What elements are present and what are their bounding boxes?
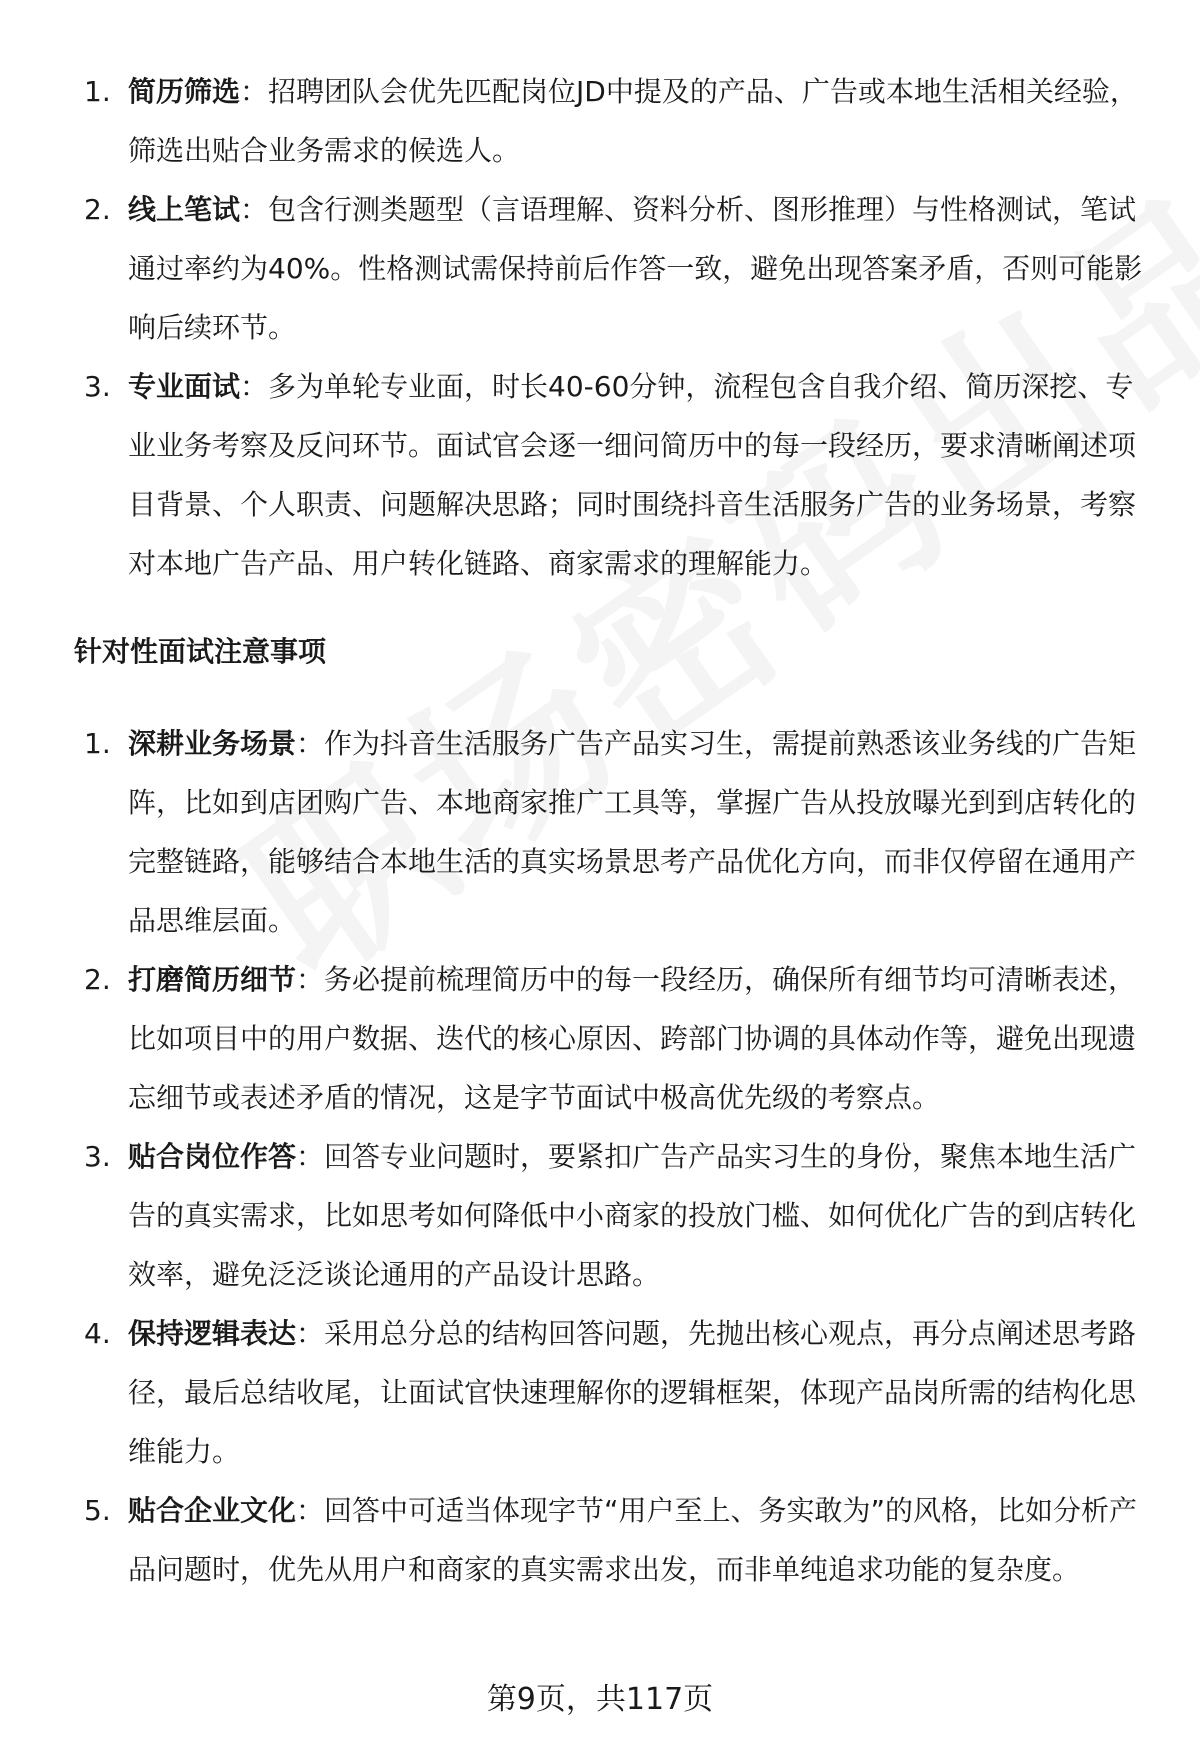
list-number: 4. xyxy=(84,1317,111,1350)
list-number: 3. xyxy=(84,370,111,403)
list-term: 线上笔试 xyxy=(128,193,241,226)
recruitment-process-list xyxy=(0,62,1200,593)
list-text: ：回答中可适当体现字节“用户至上、务实敢为”的风格，比如分析产品问题时，优先从用户和商家的真实需求出发，而非单纯追求功能的复杂度。 xyxy=(128,1494,1138,1586)
list-item xyxy=(0,714,1200,950)
list-term: 专业面试 xyxy=(128,370,241,403)
list-term: 贴合岗位作答 xyxy=(128,1140,297,1173)
list-number: 5. xyxy=(84,1494,111,1527)
list-term: 贴合企业文化 xyxy=(128,1494,297,1527)
interview-tips-list xyxy=(0,714,1200,1599)
list-item xyxy=(0,357,1200,593)
list-number: 2. xyxy=(84,963,111,996)
list-item xyxy=(0,62,1200,180)
list-term: 简历筛选 xyxy=(128,75,241,108)
list-number: 2. xyxy=(84,193,111,226)
list-text: ：采用总分总的结构回答问题，先抛出核心观点，再分点阐述思考路径，最后总结收尾，让面试官快速理解你的逻辑框架，体现产品岗所需的结构化思维能力。 xyxy=(128,1317,1137,1468)
list-term: 深耕业务场景 xyxy=(128,727,297,760)
list-text: ：多为单轮专业面，时长40-60分钟，流程包含自我介绍、简历深挖、专业业务考察及反问环节。面试官会逐一细问简历中的每一段经历，要求清晰阐述项目背景、个人职责、问题解决思路；同时围绕抖音生活服务广告的业务场景，考察对本地广告产品、用户转化链路、商家需求的理解能力。 xyxy=(128,370,1137,580)
list-number: 3. xyxy=(84,1140,111,1173)
list-text: ：务必提前梳理简历中的每一段经历，确保所有细节均可清晰表述，比如项目中的用户数据、迭代的核心原因、跨部门协调的具体动作等，避免出现遗忘细节或表述矛盾的情况，这是字节面试中极高优先级的考察点。 xyxy=(128,963,1137,1114)
list-text: ：招聘团队会优先匹配岗位JD中提及的产品、广告或本地生活相关经验，筛选出贴合业务需求的候选人。 xyxy=(128,75,1138,167)
list-text: ：作为抖音生活服务广告产品实习生，需提前熟悉该业务线的广告矩阵，比如到店团购广告、本地商家推广工具等，掌握广告从投放曝光到到店转化的完整链路，能够结合本地生活的真实场景思考产品优化方向，而非仅停留在通用产品思维层面。 xyxy=(128,727,1137,937)
list-number: 1. xyxy=(84,727,111,760)
list-number: 1. xyxy=(84,75,111,108)
list-item xyxy=(0,180,1200,357)
list-item xyxy=(0,1304,1200,1481)
list-text: ：回答专业问题时，要紧扣广告产品实习生的身份，聚焦本地生活广告的真实需求，比如思考如何降低中小商家的投放门槛、如何优化广告的到店转化效率，避免泛泛谈论通用的产品设计思路。 xyxy=(128,1140,1137,1291)
page-number-footer: 第9页，共117页 xyxy=(486,1682,714,1717)
list-term: 保持逻辑表达 xyxy=(128,1317,297,1350)
list-text: ：包含行测类题型（言语理解、资料分析、图形推理）与性格测试，笔试通过率约为40%。性格测试需保持前后作答一致，避免出现答案矛盾，否则可能影响后续环节。 xyxy=(128,193,1143,344)
list-item xyxy=(0,1481,1200,1599)
list-item xyxy=(0,950,1200,1127)
section-title: 针对性面试注意事项 xyxy=(74,635,327,668)
list-item xyxy=(0,1127,1200,1304)
list-term: 打磨简历细节 xyxy=(128,963,297,996)
